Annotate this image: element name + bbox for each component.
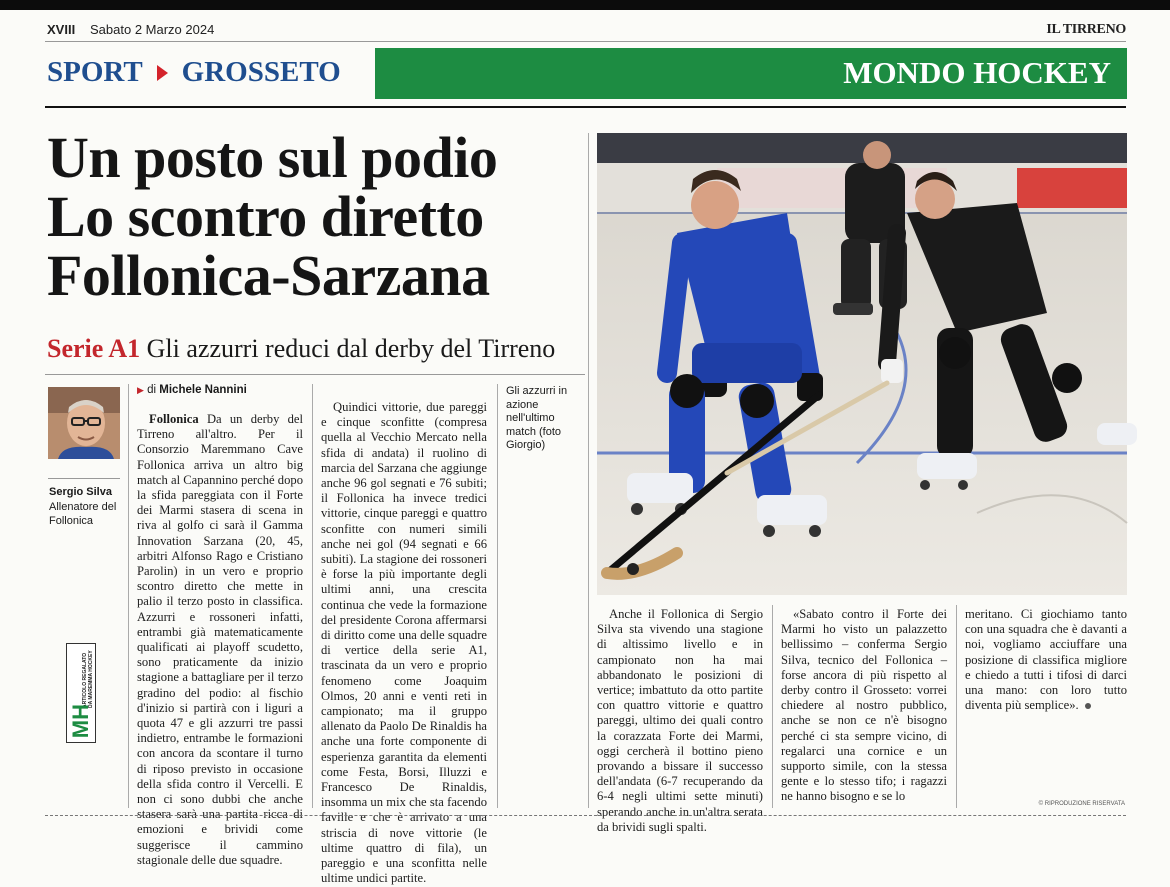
badge-text: ARTICOLO REGALATO DA MAREMMA HOCKEY <box>82 650 94 708</box>
article-column-4 <box>781 607 947 807</box>
column-rule <box>312 384 313 808</box>
bottom-rule <box>45 815 1126 816</box>
copyright-notice: © RIPRODUZIONE RISERVATA <box>1038 801 1125 807</box>
headline-line-2: Lo scontro diretto <box>47 184 484 249</box>
top-black-bar <box>0 0 1170 10</box>
headline-line-3: Follonica-Sarzana <box>47 243 490 308</box>
kicker <box>47 334 555 364</box>
section-arrow-icon <box>157 65 168 81</box>
section-sport: SPORT <box>47 56 143 88</box>
byline-author: Michele Nannini <box>159 384 247 396</box>
maremma-hockey-badge <box>66 643 96 743</box>
kicker-label: Serie A1 <box>47 334 141 363</box>
newspaper-name: IL TIRRENO <box>1046 22 1126 37</box>
folio-rule <box>45 41 1126 42</box>
avatar <box>48 387 120 459</box>
portrait-rule <box>48 478 120 479</box>
end-dot-icon <box>1085 703 1091 709</box>
section-city: GROSSETO <box>181 56 341 88</box>
headline-rule <box>45 374 585 375</box>
portrait-name: Sergio Silva <box>49 486 112 498</box>
column-rule <box>772 605 773 808</box>
byline-arrow-icon: ▶ <box>137 385 144 395</box>
headline <box>47 125 587 308</box>
hockey-players-image <box>597 133 1127 595</box>
column-rule <box>588 133 589 808</box>
photo-caption: Gli azzurri in azione nell'ultimo match (foto Giorgio) <box>506 385 568 451</box>
byline-prefix: di <box>147 384 157 396</box>
column-rule <box>128 384 129 808</box>
column-rule <box>956 605 957 808</box>
article-text-2: Quindici vittorie, due pareggi e cinque sconfitte (compresa quella al Vecchio Mercato nella sfida di andata) il ruolino di marcia del Sarzana che aggiunge anche 96 gol segnati e 76 subiti; il Follonica ha invece tredici vittorie, cinque pareggi e quattro sconfitte con numeri simili anche nei gol (94 segnati e 66 subiti). La stagione dei rossoneri è forse la più importante degli ultimi anni, una crescita continua che vede la formazione del presidente Corona affermarsi di diritto come una delle squadre di vertice della serie A1, trascinata da un vero e proprio fenomeno come Joaquim Olmos, 20 anni e venti reti in campionato; ma il gruppo allenato da Paolo De Rinaldis ha anche una forte componente di esperienza garantita da elementi come Festa, Borsi, Illuzzi e Francesco De Rinaldis, insomma un mix che sta facendo faville e che è arrivato a una striscia di nove vittorie (le ultime quattro di fila), un pareggio e una sconfitta nelle ultime undici partite. <box>321 400 487 886</box>
issue-date: Sabato 2 Marzo 2024 <box>90 22 215 37</box>
section-rule <box>45 106 1126 108</box>
hockey-photo <box>597 133 1127 595</box>
article-column-2 <box>321 400 487 886</box>
badge-logo: MH <box>68 703 93 738</box>
portrait-icon <box>48 387 120 459</box>
article-text-3: Anche il Follonica di Sergio Silva sta vivendo una stagione di altissimo livello e in campionato non ha mai abbandonato le posizioni di vertice; imbattuto da otto partite con quattro vittorie e quattro pareggi, ultimo dei quali contro la corazzata Forte dei Marmi, oggi cercherà il bottino pieno provando a bissare il successo dell'andata (6-7 recuperando da 6-4 negli ultimi sette minuti) sperando anche in un'altra serata da brividi sugli spalti. <box>597 607 763 834</box>
article-text-1: Da un derby del Tirreno all'altro. Per il Consorzio Maremmano Cave Follonica arriva un altro big match al Capannino perché dopo la sfida pareggiata con il Forte dei Marmi stasera di scena in riva al golfo ci sarà il Gamma Innovation Sarzana (20, 45, arbitri Alfonso Rago e Cristiano Parolin) in un vero e proprio scontro diretto che mette in palio il terzo posto in classifica. Azzurri e rossoneri infatti, entrambi già matematicamente qualificati ai playoff scudetto, sono praticamente da inizio stagione a battagliare per il terzo gradino del podio: al fischio d'inizio si partirà con i liguri a quota 47 e gli azzurri tre passi indietro, entrambe le formazioni con ancora da scontare il turno di riposo previsto in occasione della sfida contro il Vercelli. E non ci sono dubbi che anche stasera sarà una partita ricca di emozioni e brividi come suggerisce il cammino stagionale delle due squadre. <box>137 412 303 867</box>
article-column-3 <box>597 607 763 834</box>
headline-line-1: Un posto sul podio <box>47 125 498 190</box>
article-column-5 <box>965 607 1127 797</box>
byline <box>137 384 247 396</box>
article-column-1 <box>137 412 303 867</box>
band-title: MONDO HOCKEY <box>843 55 1111 90</box>
portrait-role: Allenatore del Follonica <box>49 501 117 527</box>
article-text-4a: «Sabato contro il Forte dei Marmi ho visto un palazzetto bellissimo – conferma Sergio Silva, tecnico del Follonica – forse ancora di più rispetto al derby contro il Grosseto: vorrei chiedere al nostro pubblico, anche se non ce n'è bisogno perché ci sta sempre vicino, di regalarci una cornice e un supporto simile, con la stessa gente e lo stesso tifo; i ragazzi ne hanno bisogno e se lo <box>781 607 947 804</box>
page-number: XVIII <box>47 22 76 37</box>
dateline: Follonica <box>149 412 199 426</box>
column-rule <box>497 384 498 808</box>
section-header <box>47 56 341 89</box>
kicker-text: Gli azzurri reduci dal derby del Tirreno <box>146 334 556 363</box>
mondo-hockey-band <box>375 48 1127 99</box>
article-text-4b: meritano. Ci giochiamo tanto con una squadra che è davanti a noi, vogliamo acciuffare una posizione di classifica migliore e chiedo a tutti i tifosi di darci una mano: con loro tutto diventa più semplice». <box>965 607 1127 713</box>
